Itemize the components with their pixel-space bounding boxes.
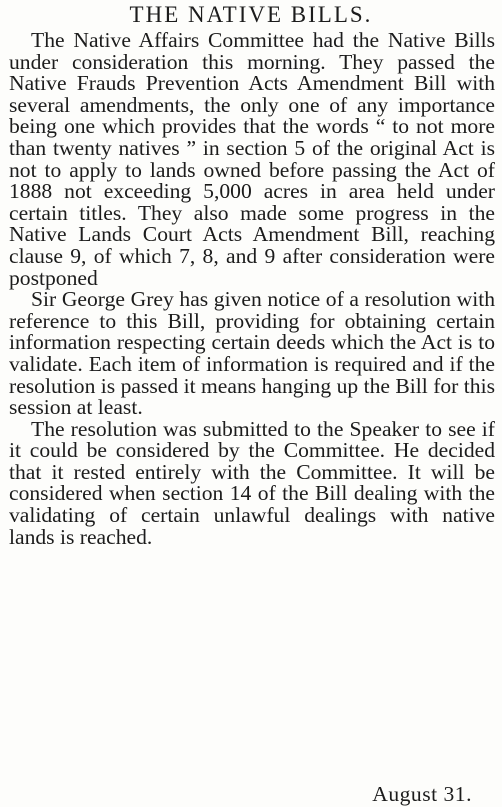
article-paragraph-1: The Native Affairs Committee had the Native Bills under consideration this morning. They passed the Native Frauds Prevention Acts Amendment Bill with several amendments, the only one of any importance being one which provides that the words “ to not more than twenty natives ” in section 5 of the original Act is not to apply to lands owned before passing the Act of 1888 not exceeding 5,000 acres in area held under certain titles. They also made some progress in the Native Lands Court Acts Amendment Bill, reaching clause 9, of which 7, 8, and 9 after consideration were postponed [9,28,495,290]
article-paragraph-3: The resolution was submitted to the Speaker to see if it could be considered by the Committee. He decided that it rested entirely with the Committee. It will be considered when section 14 of the Bill dealing with the validating of certain unlawful dealings with native lands is reached. [9,416,495,549]
article-body [9,30,495,548]
article-dateline: August 31. [372,782,472,806]
article-headline: THE NATIVE BILLS. [129,2,373,27]
article-paragraph-2: Sir George Grey has given notice of a resolution with reference to this Bill, providing for obtaining certain information respecting certain deeds which the Act is to validate. Each item of information is required and if the resolution is passed it means hanging up the Bill for this session at least. [9,287,495,420]
